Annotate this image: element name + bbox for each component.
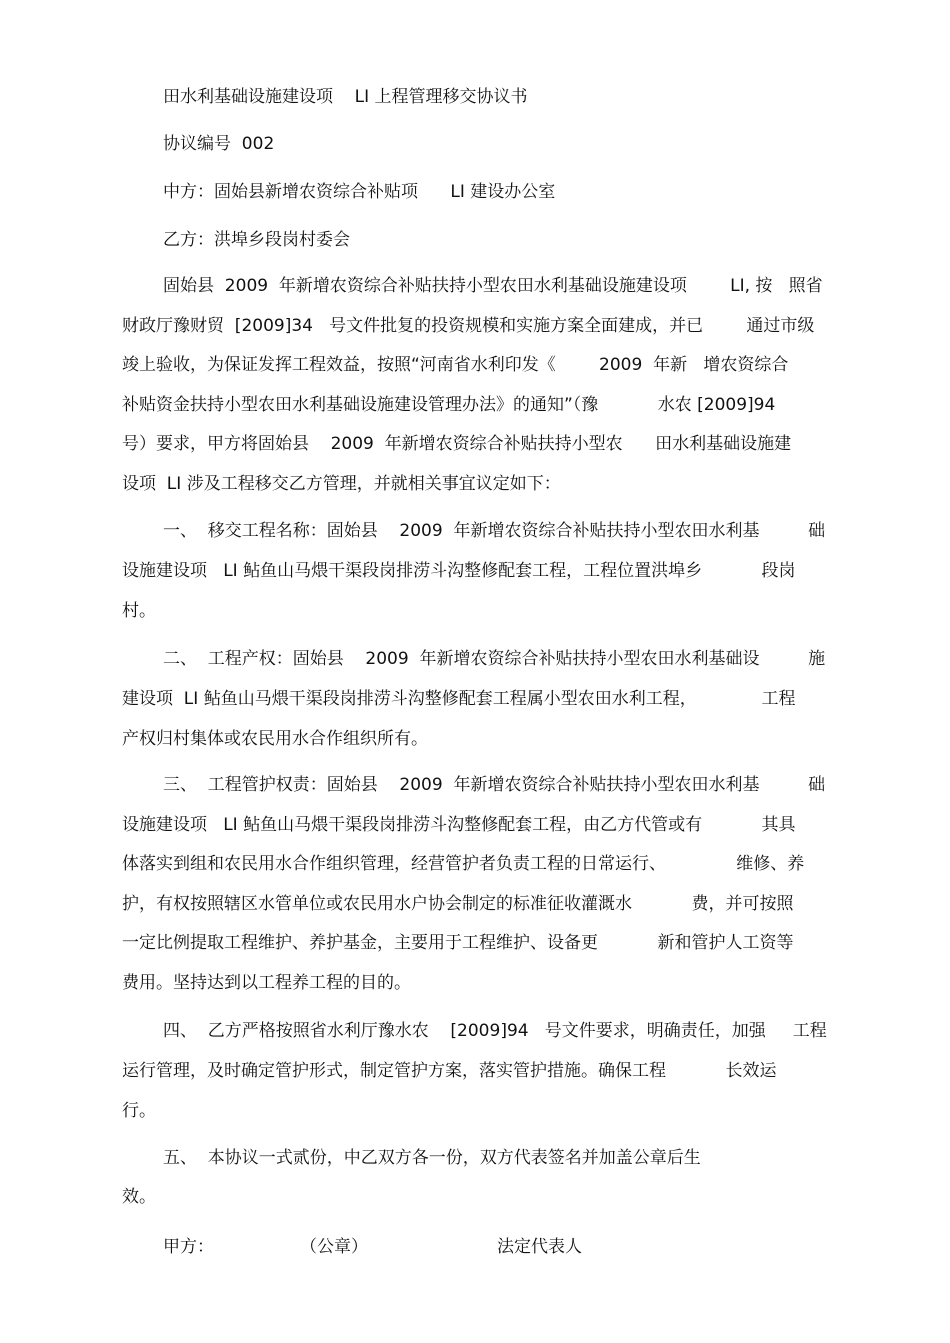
- intro-line: 竣上验收，为保证发挥工程效益，按照“河南省水利印发《 2009 年新 增农资综合: [122, 355, 789, 375]
- clause-line: 三、 工程管护权责：固始县 2009 年新增农资综合补贴扶持小型农田水利基 础: [163, 775, 826, 795]
- clause-line: 效。: [122, 1187, 156, 1207]
- agreement-number: 协议编号 002: [163, 134, 275, 154]
- legal-rep-label: 法定代表人: [497, 1237, 582, 1257]
- intro-line: 财政厅豫财贸 [2009]34 号文件批复的投资规模和实施方案全面建成，并已 通过市级: [122, 316, 815, 336]
- clause-line: 建设项 LI 鲇鱼山马煨干渠段岗排涝斗沟整修配套工程属小型农田水利工程， 工程: [122, 689, 796, 709]
- intro-line: 固始县 2009 年新增农资综合补贴扶持小型农田水利基础设施建设项 LI, 按 照省: [163, 276, 823, 296]
- clause-line: 产权归村集体或农民用水合作组织所有。: [122, 729, 428, 749]
- party-a: 中方：固始县新增农资综合补贴项 LI 建设办公室: [163, 182, 556, 202]
- party-b: 乙方：洪埠乡段岗村委会: [163, 230, 350, 250]
- clause-line: 行。: [122, 1101, 156, 1121]
- clause-line: 体落实到组和农民用水合作组织管理，经营管护者负责工程的日常运行、 维修、养: [122, 854, 805, 874]
- agreement-title: 田水利基础设施建设项 LI 上程管理移交协议书: [163, 87, 528, 107]
- clause-line: 护，有权按照辖区水管单位或农民用水户协会制定的标准征收灌溉水 费，并可按照: [122, 894, 794, 914]
- seal-label: （公章）: [300, 1237, 368, 1257]
- clause-line: 一、 移交工程名称：固始县 2009 年新增农资综合补贴扶持小型农田水利基 础: [163, 521, 826, 541]
- clause-line: 设施建设项 LI 鲇鱼山马煨干渠段岗排涝斗沟整修配套工程，工程位置洪埠乡 段岗: [122, 561, 796, 581]
- clause-line: 设施建设项 LI 鲇鱼山马煨干渠段岗排涝斗沟整修配套工程，由乙方代管或有 其具: [122, 815, 796, 835]
- clause-line: 五、 本协议一式贰份，中乙双方各一份，双方代表签名并加盖公章后生: [163, 1148, 701, 1168]
- clause-line: 村。: [122, 601, 156, 621]
- clause-line: 运行管理，及时确定管护形式，制定管护方案，落实管护措施。确保工程 长效运: [122, 1061, 777, 1081]
- clause-line: 费用。坚持达到以工程养工程的目的。: [122, 973, 411, 993]
- intro-line: 补贴资金扶持小型农田水利基础设施建设管理办法》的通知”（豫 水农 [2009]94: [122, 395, 776, 415]
- clause-line: 四、 乙方严格按照省水利厅豫水农 [2009]94 号文件要求，明确责任，加强 工程: [163, 1021, 827, 1041]
- intro-line: 设项 LI 涉及工程移交乙方管理，并就相关事宜议定如下：: [122, 474, 561, 494]
- party-a-signature-label: 甲方：: [163, 1237, 214, 1257]
- intro-line: 号）要求，甲方将固始县 2009 年新增农资综合补贴扶持小型农 田水利基础设施建: [122, 434, 792, 454]
- clause-line: 二、 工程产权：固始县 2009 年新增农资综合补贴扶持小型农田水利基础设 施: [163, 649, 826, 669]
- clause-line: 一定比例提取工程维护、养护基金，主要用于工程维护、设备更 新和管护人工资等: [122, 933, 794, 953]
